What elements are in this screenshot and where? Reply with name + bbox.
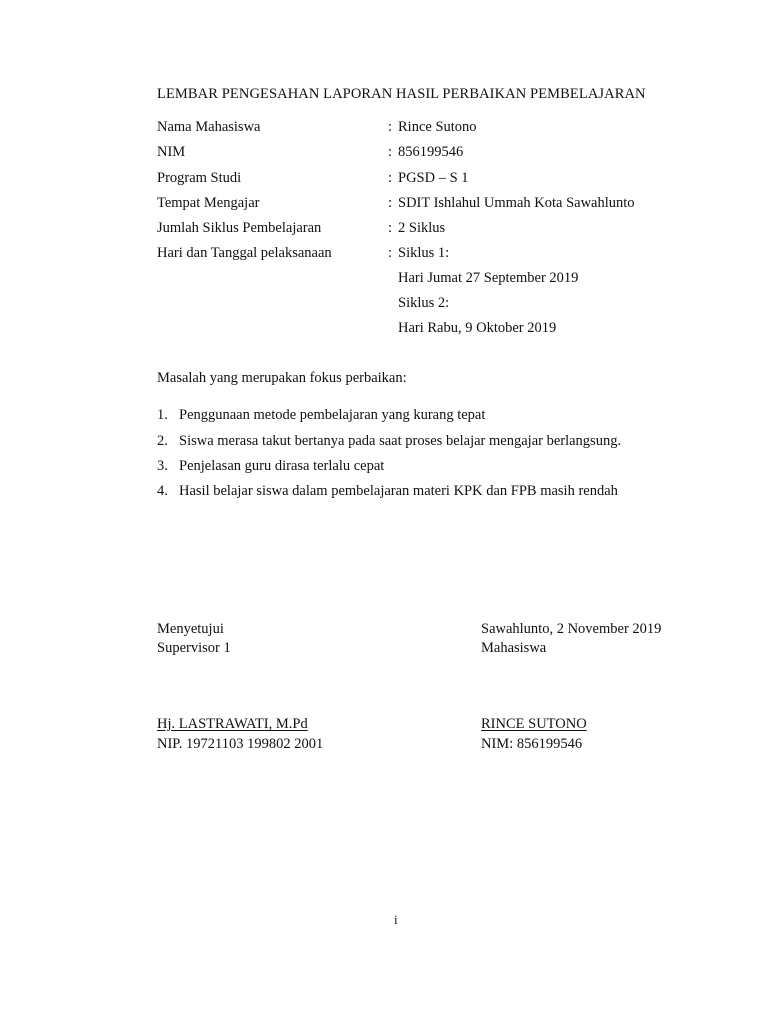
schedule-line: Hari Jumat 27 September 2019 xyxy=(398,270,579,286)
list-number: 1. xyxy=(157,407,168,423)
info-value: 856199546 xyxy=(398,144,464,160)
list-item-text: Penjelasan guru dirasa terlalu cepat xyxy=(179,458,385,474)
focus-list-item xyxy=(157,407,485,424)
list-number: 3. xyxy=(157,458,168,474)
list-item-text: Hasil belajar siswa dalam pembelajaran materi KPK dan FPB masih rendah xyxy=(179,483,618,499)
focus-list-item xyxy=(157,433,621,450)
supervisor-role: Supervisor 1 xyxy=(157,640,231,656)
supervisor-name: Hj. LASTRAWATI, M.Pd xyxy=(157,716,308,732)
info-separator: : xyxy=(388,119,393,135)
student-name: RINCE SUTONO xyxy=(481,716,587,732)
info-label: Hari dan Tanggal pelaksanaan xyxy=(157,245,332,261)
info-value: Rince Sutono xyxy=(398,119,477,135)
supervisor-nip: NIP. 19721103 199802 2001 xyxy=(157,736,324,752)
schedule-line: Siklus 2: xyxy=(398,295,450,311)
info-separator: : xyxy=(388,170,393,186)
list-number: 2. xyxy=(157,433,168,449)
info-label: Jumlah Siklus Pembelajaran xyxy=(157,220,322,236)
info-value: SDIT Ishlahul Ummah Kota Sawahlunto xyxy=(398,195,635,211)
info-separator: : xyxy=(388,220,393,236)
info-label: NIM xyxy=(157,144,186,160)
info-value: 2 Siklus xyxy=(398,220,446,236)
student-role: Mahasiswa xyxy=(481,640,547,656)
info-label: Tempat Mengajar xyxy=(157,195,260,211)
info-separator: : xyxy=(388,245,393,261)
info-separator: : xyxy=(388,195,393,211)
list-number: 4. xyxy=(157,483,168,499)
page-number: i xyxy=(394,912,398,927)
list-item-text: Siswa merasa takut bertanya pada saat proses belajar mengajar berlangsung. xyxy=(179,433,622,449)
info-value: Siklus 1: xyxy=(398,245,450,261)
focus-heading: Masalah yang merupakan fokus perbaikan: xyxy=(157,370,407,386)
document-title: LEMBAR PENGESAHAN LAPORAN HASIL PERBAIKAN PEMBELAJARAN xyxy=(157,86,646,102)
list-item-text: Penggunaan metode pembelajaran yang kurang tepat xyxy=(179,407,486,423)
info-label: Program Studi xyxy=(157,170,242,186)
info-value: PGSD – S 1 xyxy=(398,170,469,186)
info-separator: : xyxy=(388,144,393,160)
place-date: Sawahlunto, 2 November 2019 xyxy=(481,621,662,637)
focus-list-item xyxy=(157,458,384,475)
approval-label: Menyetujui xyxy=(157,621,224,637)
focus-list-item xyxy=(157,483,618,500)
student-nim: NIM: 856199546 xyxy=(481,736,583,752)
schedule-line: Hari Rabu, 9 Oktober 2019 xyxy=(398,320,557,336)
info-label: Nama Mahasiswa xyxy=(157,119,261,135)
